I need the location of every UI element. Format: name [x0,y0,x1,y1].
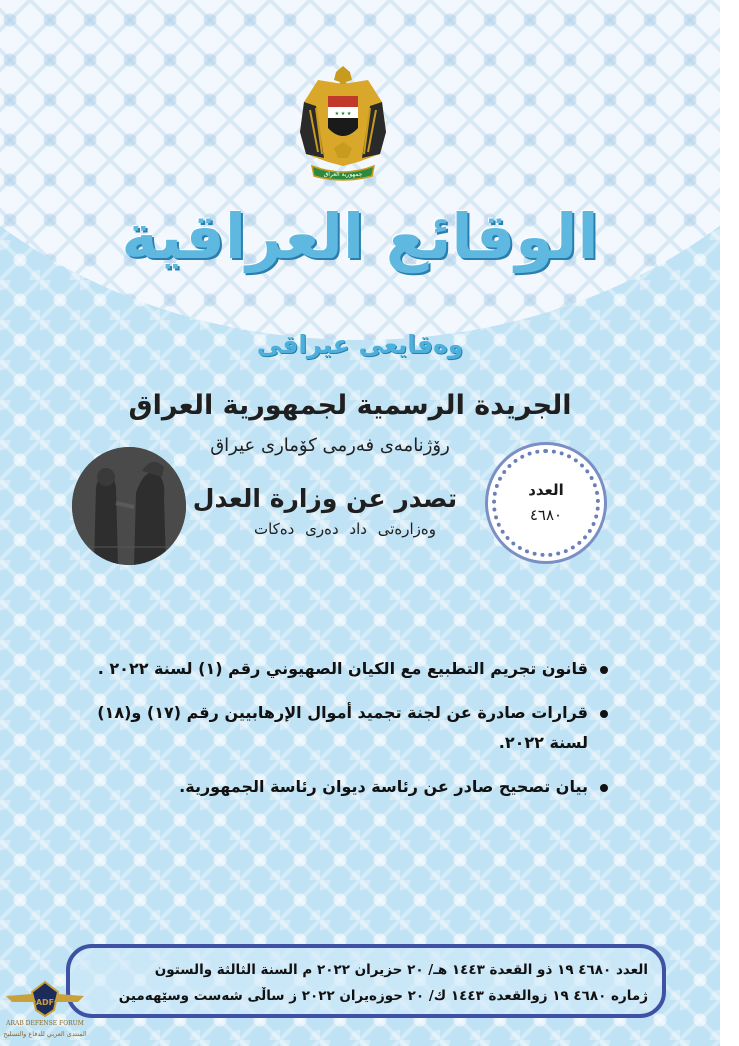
watermark-text-arabic: المنتدى العربي للدفاع والتسليح [3,1030,87,1038]
ministry-line-kurdish: وەزارەتی داد دەری دەکات [253,520,437,538]
gazette-title-kurdish: وەقایعی عیراقی [256,330,464,359]
issue-number: ٤٦٨٠ [529,506,563,524]
svg-text:ADF: ADF [35,998,55,1007]
hammurabi-stele-image [72,447,186,565]
iraq-eagle-emblem-icon [298,62,388,184]
issue-number-badge [492,449,600,557]
arab-defense-forum-logo-icon [2,980,88,1020]
arab-defense-forum-watermark [2,980,88,1044]
contents-item: قرارات صادرة عن لجنة تجميد أموال الإرهابيين رقم (١٧) و(١٨) لسنة ٢٠٢٢. [90,698,610,758]
subtitle-kurdish: رۆژنامەی فەرمی کۆماری عیراق [210,435,450,456]
footer-line-kurdish: ژمارە ٤٦٨٠ ١٩ زوالقعدة ١٤٤٣ ك/ ٢٠ حوزەیران ٢٠٢٢ ز ساڵی شەست وسێهەمین [118,988,648,1004]
contents-list [90,654,610,816]
gazette-title-arabic: الوقائع العراقية [121,200,599,273]
svg-text:★ ★ ★: ★ ★ ★ [334,111,352,117]
contents-item: قانون تجريم التطبيع مع الكيان الصهيوني رقم (١) لسنة ٢٠٢٢ . [90,654,610,684]
contents-item: بيان تصحيح صادر عن رئاسة ديوان رئاسة الجمهورية. [90,772,610,802]
emblem-scroll-text: جمهورية العراق [323,171,363,178]
ministry-line-arabic: تصدر عن وزارة العدل [192,484,458,513]
footer-line-arabic: العدد ٤٦٨٠ ١٩ ذو القعدة ١٤٤٣ هـ/ ٢٠ حزيران ٢٠٢٢ م السنة الثالثة والستون [154,962,648,978]
issue-label: العدد [528,481,564,499]
watermark-text-english: ARAB DEFENSE FORUM [6,1020,84,1027]
subtitle-arabic: الجريدة الرسمية لجمهورية العراق [128,390,572,421]
issue-footer-box [66,944,666,1018]
